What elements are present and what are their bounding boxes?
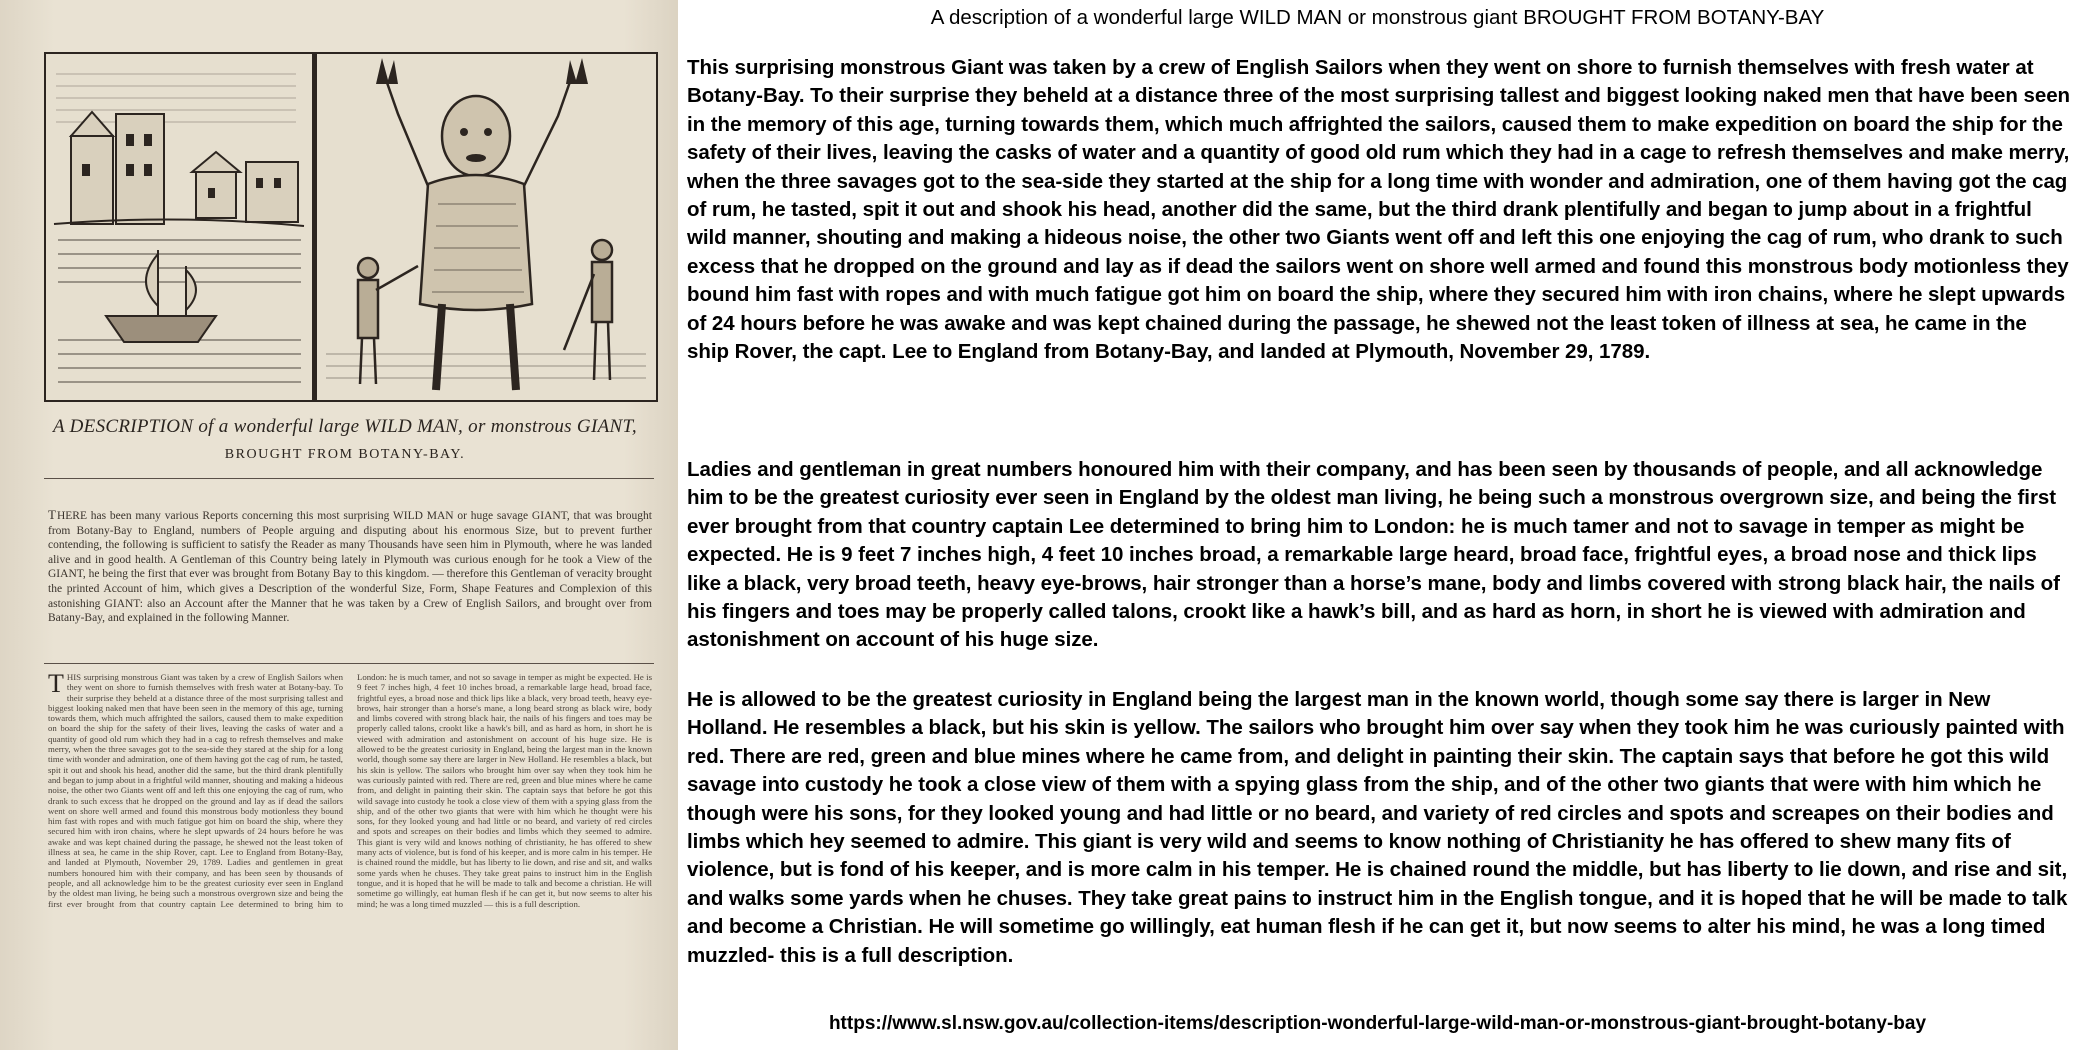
transcription-paragraph-1: This surprising monstrous Giant was taken by a crew of English Sailors when they went on shore to furnish themselves with fresh water at Botany-Bay. To their surprise they beheld at a distance three of the most surprising tallest and biggest looking naked men that have been seen in the memory of this age, turning towards them, which much affrighted the sailors, caused them to make expedition on board the ship for the safety of their lives, leaving the casks of water and a quantity of good old rum which they had in a cage to refresh themselves and make merry, when the three savages got to the sea-side they started at the ship for a long time with wonder and admiration, one of them having got the cag of rum, he tasted, spit it out and shook his head, another did the same, but the third drank plentifully and began to jump about in a frightful wild manner, shouting and making a hideous noise, the other two Giants went off and left this one enjoying the cag of rum, who drank to such excess that he dropped on the ground and lay as if dead the sailors went on shore well armed and found this monstrous body motionless they bound him fast with ropes and with much fatigue got him on board the ship, where they secured him with iron chains, where he slept upwards of 24 hours before he was awake and was kept chained during the passage, he shewed not the least token of illness at sea, he came in the ship Rover, the capt. Lee to England from Botany-Bay, and landed at Plymouth, November 29, 1789. [687, 56, 2071, 364]
broadside-body-text: HIS surprising monstrous Giant was taken by a crew of English Sailors when they went on shore to furnish themselves with fresh water at Botany-bay. To their surprise they beheld at a distance three of the most surprising tallest and biggest looking naked men that have been seen in the memory of this age, turning towards them, which much affrighted the sailors, caused them to make expedition on board the ship for the safety of their lives, leaving the casks of water and a quantity of good old rum which they had in a cag to refresh themselves and make merry, when the three savages got to the sea-side they stared at the ship for a long time with wonder and admiration, one of them having got the cag of rum, he tasted, spit it out and shook his head, another did the same, but the third drank plentifully and began to jump about in a frightful wild manner, shouting and making a hideous noise, the other two Giants went off and left this one enjoying the cag of rum, who drank to such excess that he dropped on the ground and lay as if dead the sailors went on shore well armed and found this monstrous body motionless they bound him fast with ropes and with much fatigue got him on board the ship, where they secured him with iron chains, where he slept upwards of 24 hours before he was awake and was kept chained during the passage, he shewed not the least token of illness at sea, he came in the ship Rover, capt. Lee to England from Botany-Bay, and landed at Plymouth, November 29, 1789. Ladies and gentlemen in great numbers honoured him with their company, and has been seen by thousands of people, and all acknowledge him to be the greatest curiosity ever seen in England by the oldest man living, he being such a monstrous overgrown size and being the first ever brought from that country captain Lee determined to bring him to London: he is much tamer, and not so savage in temper as might be expected. He is 9 feet 7 inches high, 4 feet 10 inches broad, a remarkable large head, broad face, frightful eyes, a broad nose and thick lips like a black, very broad teeth, heavy eye-brows, hair stronger than a horse's mane, a long beard strong as black wire, body and limbs covered with strong black hair, the nails of his fingers and toes may be properly called talons, crookt like a hawk's bill, and as hard as horn, in short he is viewed with admiration and astonishment on account of his huge size. He is allowed to be the greatest curiosity in England, being the largest man in the known world, though some say there are larger in New Holland. He resembles a black, but his skin is yellow. The sailors who brought him over say when they took him he was curiously painted with red. There are red, green and blue mines where he came from, and delight in painting their skin. The captain says that before he got this wild savage into custody he took a close view of them with a spying glass from the ship, and of the other two giants that were with him which he thought were his sons, for they looked young and had little or no beard, and variety of red circles and spots and screapes on their bodies and limbs which they seemed to admire. This giant is very wild and knows nothing of christianity, he has offered to shew many acts of violence, but is fond of his keeper, and is more calm in his temper. He is chained round the middle, but has liberty to lie down, and rise and sit, and walks some yards when he chuses. They take great pains to instruct him in the English tongue, and it is hoped that he will be made to talk and become a christian. He will sometime go willingly, eat human flesh if he can get it, but now seems to alter his mind; he was a long timed muzzled — this is a full description. [48, 672, 652, 909]
woodcut-illustration [44, 52, 658, 402]
broadside-rule-middle [44, 663, 654, 664]
woodcut-image [46, 54, 656, 400]
transcription-title: A description of a wonderful large WILD MAN or monstrous giant BROUGHT FROM BOTANY-BAY [930, 6, 1825, 29]
broadside-dropcap: T [48, 672, 64, 698]
transcription-paragraph-3: He is allowed to be the greatest curiosity in England being the largest man in the known world, though some say there is larger in New Holland. He resembles a black, but his skin is yellow. The sailors who brought him over say when they took him he was curiously painted with red. There are red, green and blue mines where he came from, and delight in painting their skin. The captain says that before he got this wild savage into custody he took a close view of them with a spying glass from the ship, and of the other two giants that were with him which he though were his sons, for they looked young and had little or no beard, and variety of red circles and spots and screapes on their bodies and limbs which hey seemed to admire. This giant is very wild and seems to know nothing of Christianity he has offered to shew many fits of violence, but is fond of his keeper, and is more calm in his temper. He is chained round the middle, but has liberty to lie down, and rise and sit, and walks some yards when he chuses. They take great pains to instruct him in the English tongue, and it is hoped that he will be made to talk and become a Christian. He will sometime go willingly, eat human flesh if he can get it, but now seems to alter his mind, he was a long timed muzzled- this is a full description. [687, 688, 2068, 967]
source-url: https://www.sl.nsw.gov.au/collection-items/description-wonderful-large-wild-man-or-monstrous-giant-brought-botany-bay [828, 1013, 1927, 1034]
broadside-rule-top [44, 478, 654, 479]
transcription-panel [680, 0, 2075, 1050]
broadside-body-columns [48, 672, 652, 1044]
transcription-paragraph-2: Ladies and gentleman in great numbers honoured him with their company, and has been seen by thousands of people, and all acknowledge him to be the greatest curiosity ever seen in England by the oldest man living, he being such a monstrous overgrown size, and being the first ever brought from that country captain Lee determined to bring him to London: he is much tamer and not to savage in temper as might be expected. He is 9 feet 7 inches high, 4 feet 10 inches broad, a remarkable large heard, broad face, frightful eyes, a broad nose and thick lips like a black, very broad teeth, heavy eye-brows, hair stronger than a horse’s mane, body and limbs covered with strong black hair, the nails of his fingers and toes may be properly called talons, crookt like a hawk’s bill, and as hard as horn, in short he is viewed with admiration and astonishment on account of his huge size. [687, 458, 2060, 652]
broadside-body-paragraph [48, 672, 652, 909]
broadside-scan [0, 0, 678, 1050]
broadside-heading: A DESCRIPTION of a wonderful large WILD MAN, or monstrous GIANT, [53, 416, 637, 437]
broadside-intro-text: THERE has been many various Reports concerning this most surprising WILD MAN or huge savage GIANT, that was brought from Botany-Bay to England, numbers of People arguing and disputing about his enormous Size, but to prevent further contending, the following is sufficient to satisfy the Reader as many Thousands have seen him in Plymouth, where he was landed alive and in good health. A Gentleman of this Country being lately in Plymouth was curious enough for he took a View of the GIANT, he being the first that ever was brought from Botany Bay to this kingdom. — therefore this Gentleman of veracity brought the printed Account of him, which gives a Description of the wonderful Size, Form, Shape Features and Complexion of this astonishing GIANT: also an Account after the Manner that he was taken by a Crew of English Sailors, and brought over from Batany-Bay, and explained in the following Manner. [48, 507, 652, 625]
broadside-subheading: BROUGHT FROM BOTANY-BAY. [224, 447, 466, 462]
